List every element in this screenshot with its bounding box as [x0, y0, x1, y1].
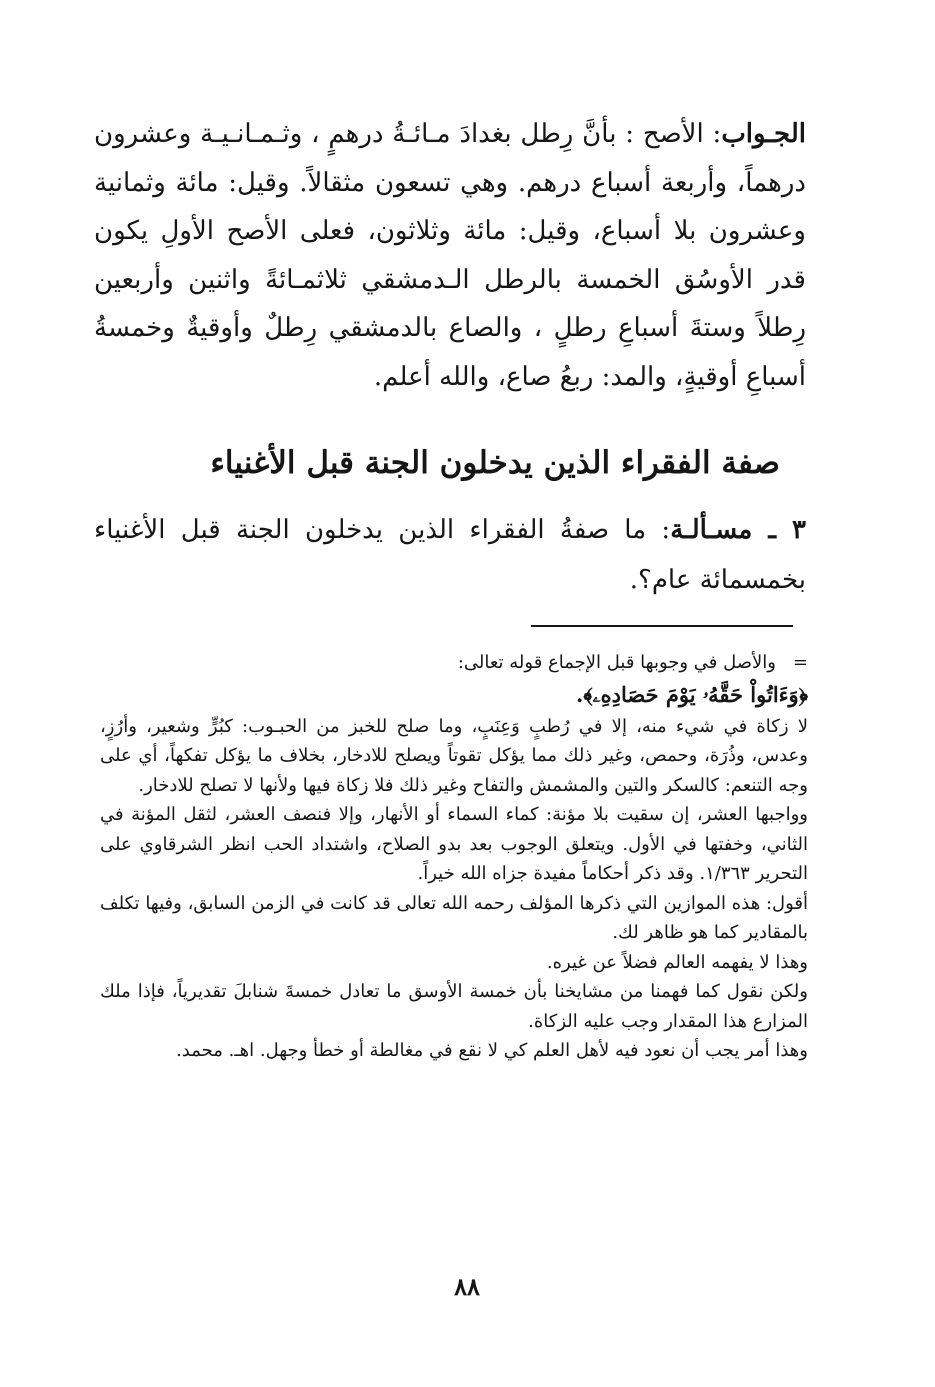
footnote-continuation-marker: =: [792, 652, 808, 673]
answer-label: الجـواب: [721, 119, 806, 149]
question-text: : ما صفةُ الفقراء الذين يدخلون الجنة قبل الأغنياء بخمسمائة عام؟.: [94, 515, 806, 595]
section-heading: صفة الفقراء الذين يدخلون الجنة قبل الأغنياء: [210, 445, 780, 481]
footnote-intro-line: [100, 648, 808, 678]
footnote-paragraph-3: أقول: هذه الموازين التي ذكرها المؤلف رحمه الله تعالى قد كانت في الزمن السابق، وفيها تكلف بالمقادير كما هو ظاهر لك.: [100, 892, 808, 943]
footnote-paragraph-5: ولكن نقول كما فهمنا من مشايخنا بأن خمسة الأوسق ما تعادل خمسةَ شنابلَ تقديرياً، فإذا ملك المزارع هذا المقدار وجب عليه الزكاة.: [100, 981, 808, 1032]
footnote-paragraph-2: وواجبها العشر، إن سقيت بلا مؤنة: كماء السماء أو الأنهار، وإلا فنصف العشر، لثقل المؤنة في الثاني، وخفتها في الأول. ويتعلق الوجوب بعد بدو الصلاح، واشتداد الحب انظر الشرقاوي على التحرير ١/٣٦٣. وقد ذكر أحكاماً مفيدة جزاه الله خيراً.: [100, 804, 808, 884]
question-paragraph: [94, 505, 806, 605]
answer-paragraph: [94, 110, 806, 401]
footnote-intro: والأصل في وجوبها قبل الإجماع قوله تعالى:: [457, 652, 776, 673]
footnote-paragraph-6: وهذا أمر يجب أن نعود فيه لأهل العلم كي لا نقع في مغالطة أو خطأ وجهل. اهـ. محمد.: [176, 1040, 808, 1061]
answer-text: : الأصح : بأنَّ رِطل بغدادَ مـائـةُ درهمٍ ، وثـمـانـيـة وعشرون درهماً، وأربعة أسباع درهم. وهي تسعون مثقالاً. وقيل: مائة وثمانية وعشرون بلا أسباع، وقيل: مائة وثلاثون، فعلى الأصح الأولِ يكون قدر الأوسُق الخمسة بالرطل الـدمشقي ثلاثمـائةً واثنين وأربعين رِطلاً وستةَ أسباعِ رطلٍ ، والصاع بالدمشقي رِطلٌ وأوقيةٌ وخمسةُ أسباعِ أوقيةٍ، والمد: ربعُ صاع، والله أعلم.: [94, 119, 806, 392]
page-number: ٨٨: [454, 1272, 480, 1301]
quran-verse: ﴿وَءَاتُواْ حَقَّهُۥ يَوْمَ حَصَادِهِۦ﴾.: [576, 681, 808, 707]
footnote-paragraph-4: وهذا لا يفهمه العالم فضلاً عن غيره.: [546, 951, 808, 973]
footnotes: [100, 648, 808, 1066]
question-label: ٣ ـ مسـألـة: [670, 515, 807, 545]
footnote-separator: [531, 625, 793, 627]
footnote-paragraph-1: لا زكاة في شيء منه، إلا في رُطبٍ وَعِنَبٍ، وما صلح للخبز من الحبـوب: كبُرٍّ وشعير، وأرُزٍ، وعدس، وذُرَة، وحمص، وغير ذلك مما يؤكل تقوتاً ويصلح للادخار، بخلاف ما يؤكل تفكهاً، أي على وجه التنعم: كالسكر والتين والمشمش والتفاح وغير ذلك فلا زكاة فيها ولأنها لا تصلح للادخار.: [100, 715, 808, 796]
